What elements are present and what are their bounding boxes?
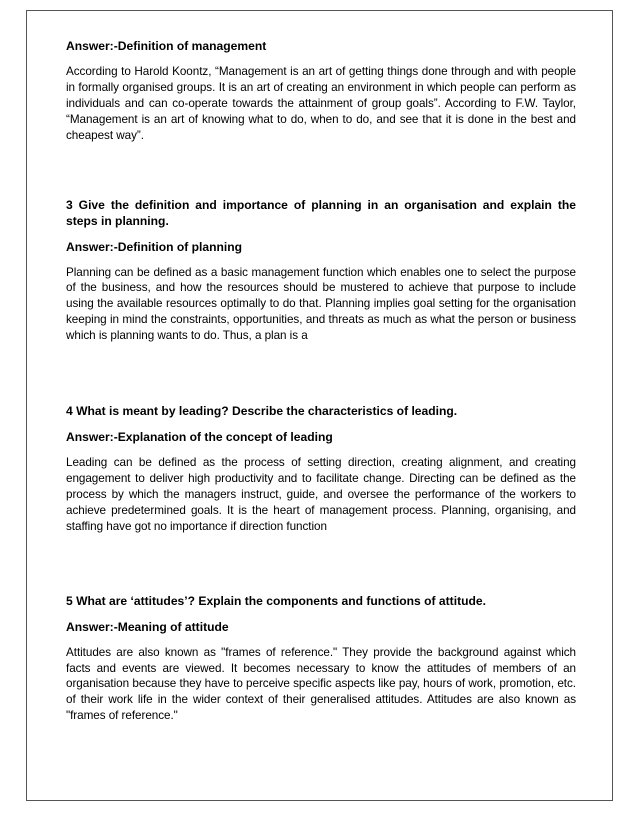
answer-heading-management: Answer:-Definition of management [66, 39, 267, 53]
answer-body-leading: Leading can be defined as the process of setting direction, creating alignment, and creating engagement to deliver high productivity and to facilitate change. Directing can be defined as the process by which the managers instruct, guide, and oversee the performance of the workers to achieve predetermined goals. It is the heart of management process. Planning, organising, and staffing have got no importance if direction function [66, 456, 576, 533]
answer-heading-attitude: Answer:-Meaning of attitude [66, 619, 229, 634]
answer-body-attitude: Attitudes are also known as "frames of reference." They provide the background against which facts and events are viewed. It becomes necessary to know the attitudes of members of an organisation because they have to perceive specific aspects like pay, hours of work, promotion, etc. of their work life in the wider context of their generalised attitudes. Attitudes are also known as "frames of reference." [66, 645, 576, 723]
question-3: 3 Give the definition and importance of planning in an organisation and explain the steps in planning. [66, 197, 576, 228]
question-5: 5 What are ‘attitudes’? Explain the components and functions of attitude. [66, 593, 486, 608]
answer-heading-leading: Answer:-Explanation of the concept of leading [66, 430, 333, 445]
answer-body-planning: Planning can be defined as a basic management function which enables one to select the purpose of the business, and how the resources should be mustered to achieve that purpose to include using the available resources optimally to do that. Planning implies goal setting for the organisation keeping in mind the constraints, opportunities, and threats as much as what the person or business which is planning wants to do. Thus, a plan is a [66, 265, 576, 343]
question-4: 4 What is meant by leading? Describe the characteristics of leading. [66, 404, 458, 419]
answer-body-management: According to Harold Koontz, “Management is an art of getting things done through and with people in formally organised groups. It is an art of creating an environment in which people can perform as individuals and can co-operate towards the attainment of group goals”. According to F.W. Taylor, “Management is an art of knowing what to do, when to do, and see that it is done in the best and cheapest way”. [66, 65, 576, 142]
document-content [66, 38, 576, 724]
answer-heading-planning: Answer:-Definition of planning [66, 239, 243, 254]
